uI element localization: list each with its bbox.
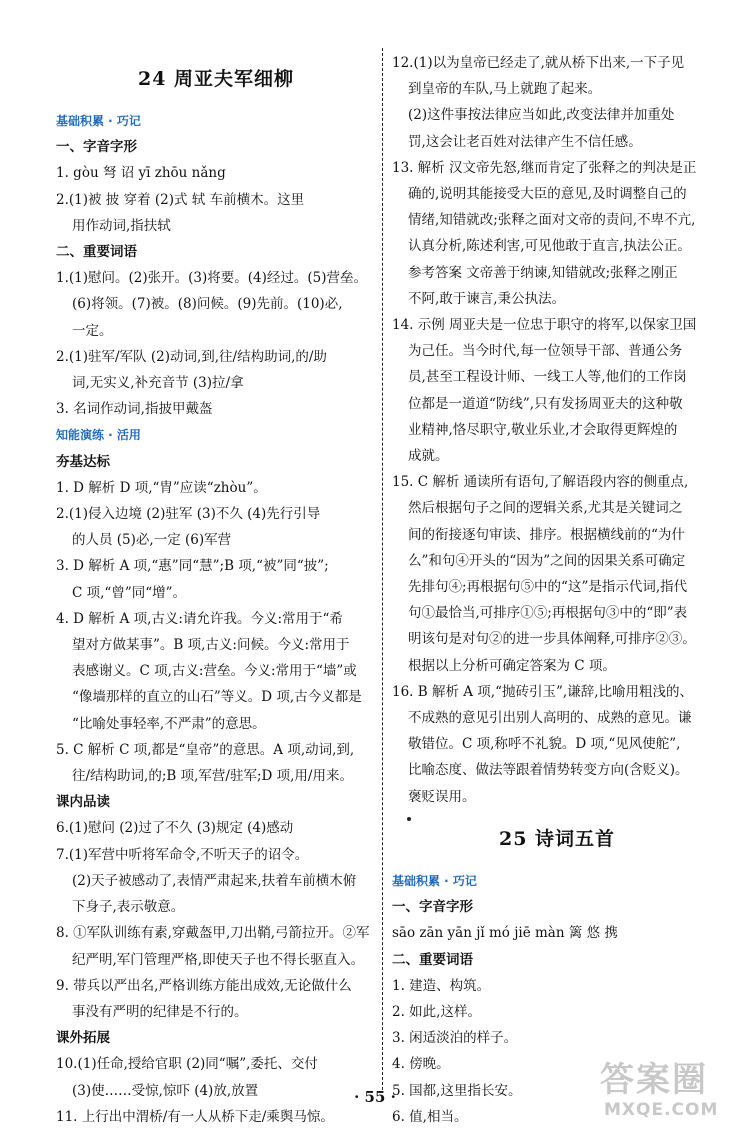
- watermark-logo-text: 答案圈: [600, 1060, 708, 1100]
- watermark: [600, 1060, 740, 1126]
- answer-line: 事没有严明的纪律是不行的。: [72, 1003, 248, 1020]
- answer-line: 情绪,知错就改;张释之面对文帝的责问,不卑不亢,: [408, 212, 696, 229]
- answer-line: (2)天子被感动了,表情严肃起来,扶着车前横木俯: [72, 872, 357, 889]
- answer-line: 敬错位。C 项,称呼不礼貌。D 项,“见风使舵”,: [408, 736, 681, 753]
- answer-line: 13. 解析 汉文帝先怒,继而肯定了张释之的判决是正: [392, 159, 697, 176]
- section-label: 基础积累 · 巧记: [56, 114, 141, 128]
- subsection-heading: 二、重要词语: [392, 951, 473, 968]
- answer-line: 2.(1)被 披 穿着 (2)式 轼 车前横木。这里: [56, 191, 305, 208]
- answer-line: (3)使……受惊,惊吓 (4)放,放置: [72, 1082, 259, 1099]
- answer-line: 褒贬误用。: [408, 788, 476, 805]
- answer-line: C 项,“曾”同“增”。: [72, 584, 187, 601]
- answer-line: (2)这件事按法律应当如此,改变法律并加重处: [408, 107, 675, 124]
- answer-line: 词,无实义,补充音节 (3)拉/拿: [72, 375, 244, 392]
- left-column: [56, 50, 376, 1130]
- answer-line: 5. 国都,这里指长安。: [392, 1082, 522, 1099]
- answer-line: 16. B 解析 A 项,“抛砖引玉”,谦辞,比喻用粗浅的、: [392, 683, 693, 700]
- answer-line: 句①最恰当,可排序①⑤;再根据句③中的“即”表: [408, 605, 688, 622]
- answer-line: 用作动词,指扶轼: [72, 217, 171, 234]
- answer-line: 表感谢义。C 项,古义:营垒。今义:常用于“墙”或: [72, 663, 357, 680]
- answer-line: 明该句是对句②的进一步具体阐释,可排序②③。: [408, 631, 696, 648]
- answer-line: 先排句④;再根据句⑤中的“这”是指示代词,指代: [408, 579, 688, 596]
- answer-line: 8. ①军队训练有素,穿戴盔甲,刀出鞘,弓箭拉开。②军: [56, 925, 370, 942]
- answer-line: 员,甚至工程设计师、一线工人等,他们的工作岗: [408, 369, 687, 386]
- answer-line: “像墙那样的直立的山石”等义。D 项,古今义都是: [72, 689, 362, 706]
- answer-line: 2. 如此,这样。: [392, 1003, 481, 1020]
- answer-line: (6)将领。(7)被。(8)问候。(9)先前。(10)必,: [72, 296, 343, 313]
- subsection-heading: 夯基达标: [56, 453, 110, 470]
- bullet-dot: [407, 817, 411, 821]
- answer-line: 确的,说明其能接受大臣的意见,及时调整自己的: [408, 186, 687, 203]
- answer-line: 1. D 解析 D 项,“胄”应读“zhòu”。: [56, 479, 267, 496]
- answer-line: 不成熟的意见引出别人高明的、成熟的意见。谦: [408, 710, 692, 727]
- answer-line: “比喻处事轻率,不严肃”的意思。: [72, 715, 266, 732]
- watermark-url: MXQE.COM: [604, 1100, 719, 1120]
- answer-line: 15. C 解析 通读所有语句,了解语段内容的侧重点,: [392, 474, 689, 491]
- answer-line: 认真分析,陈述利害,可见他敢于直言,执法公正。: [408, 238, 691, 255]
- right-column: [392, 50, 722, 1130]
- answer-line: 成就。: [408, 448, 449, 465]
- answer-line: 3. 名词作动词,指披甲戴盔: [56, 401, 213, 418]
- answer-line: sāo zān yān jǐ mó jiē màn 篱 悠 携: [392, 925, 618, 942]
- answer-line: 根据以上分析可确定答案为 C 项。: [408, 657, 616, 674]
- answer-line: 2.(1)侵入边境 (2)驻军 (3)不久 (4)先行引导: [56, 506, 321, 523]
- answer-line: 然后根据句子之间的逻辑关系,尤其是关键词之: [408, 500, 683, 517]
- answer-line: 4. 傍晚。: [392, 1056, 450, 1073]
- answer-line: 一定。: [72, 322, 113, 339]
- answer-line: 位都是一道道“防线”,只有发扬周亚夫的这种敬: [408, 395, 683, 412]
- subsection-heading: 二、重要词语: [56, 244, 137, 261]
- answer-line: 往/结构助词,的;B 项,军营/驻军;D 项,用/用来。: [72, 768, 353, 785]
- answer-line: 不阿,敢于谏言,秉公执法。: [408, 290, 566, 307]
- answer-line: 5. C 解析 C 项,都是“皇帝”的意思。A 项,动词,到,: [56, 741, 355, 758]
- answer-line: 2.(1)驻军/军队 (2)动词,到,往/结构助词,的/助: [56, 348, 327, 365]
- answer-line: 9. 带兵以严出名,严格训练方能出成效,无论做什么: [56, 977, 352, 994]
- answer-line: 11. 上行出中渭桥/有一人从桥下走/乘舆马惊。: [56, 1108, 334, 1125]
- answer-line: 1. 建造、构筑。: [392, 977, 491, 994]
- section-label: 基础积累 · 巧记: [392, 873, 477, 888]
- answer-line: 下身子,表示敬意。: [72, 899, 185, 916]
- answer-line: 到皇帝的车队,马上就跑了起来。: [408, 81, 602, 98]
- answer-line: 3. 闲适淡泊的样子。: [392, 1030, 518, 1047]
- answer-line: 12.(1)以为皇帝已经走了,就从桥下出来,一下子见: [392, 55, 685, 71]
- answer-line: 1. gòu 弩 诏 yī zhōu nǎng: [56, 165, 226, 182]
- answer-line: 业精神,恪尽职守,敬业乐业,才会取得更辉煌的: [408, 421, 678, 438]
- answer-line: 6.(1)慰问 (2)过了不久 (3)规定 (4)感动: [56, 820, 294, 837]
- answer-line: 望对方做某事”。B 项,古义:问候。今义:常用于: [72, 637, 350, 654]
- answer-line: 7.(1)军营中听将军命令,不听天子的诏令。: [56, 846, 309, 863]
- answer-line: 14. 示例 周亚夫是一位忠于职守的将军,以保家卫国: [392, 317, 697, 334]
- section-label: 知能演练 · 活用: [56, 428, 141, 443]
- answer-line: 间的衔接逐句审读、排序。根据横线前的“为什: [408, 526, 685, 543]
- subsection-heading: 一、字音字形: [392, 899, 473, 916]
- subsection-heading: 课外拓展: [56, 1030, 110, 1047]
- answer-line: 为己任。当今时代,每一位领导干部、普通公务: [408, 343, 683, 360]
- answer-line: 1.(1)慰问。(2)张开。(3)将要。(4)经过。(5)营垒。: [56, 270, 367, 287]
- answer-line: 么”和句④开头的“因为”之间的因果关系可确定: [408, 552, 686, 569]
- answer-line: 参考答案 文帝善于纳谏,知错就改;张释之刚正: [408, 264, 678, 281]
- lesson-title: 25 诗词五首: [498, 827, 616, 850]
- subsection-heading: 一、字音字形: [56, 139, 137, 156]
- column-divider: [382, 48, 383, 1090]
- answer-line: 6. 值,相当。: [392, 1108, 468, 1125]
- lesson-title: 24 周亚夫军细柳: [137, 68, 295, 90]
- answer-line: 4. D 解析 A 项,古义:请允许我。今义:常用于“希: [56, 610, 343, 627]
- answer-line: 罚,这会让老百姓对法律产生不信任感。: [408, 133, 642, 150]
- answer-line: 10.(1)任命,授给官职 (2)同“嘱”,委托、交付: [56, 1056, 318, 1073]
- answer-line: 3. D 解析 A 项,“惠”同“慧”;B 项,“被”同“披”;: [56, 558, 329, 575]
- subsection-heading: 课内品读: [56, 794, 110, 811]
- answer-line: 比喻态度、做法等跟着情势转变方向(含贬义)。: [408, 762, 689, 779]
- answer-line: 的人员 (5)必,一定 (6)军营: [72, 532, 232, 549]
- page-number: · 55 ·: [354, 1088, 396, 1106]
- answer-line: 纪严明,军门管理严格,即使天子也不得长驱直入。: [72, 951, 365, 968]
